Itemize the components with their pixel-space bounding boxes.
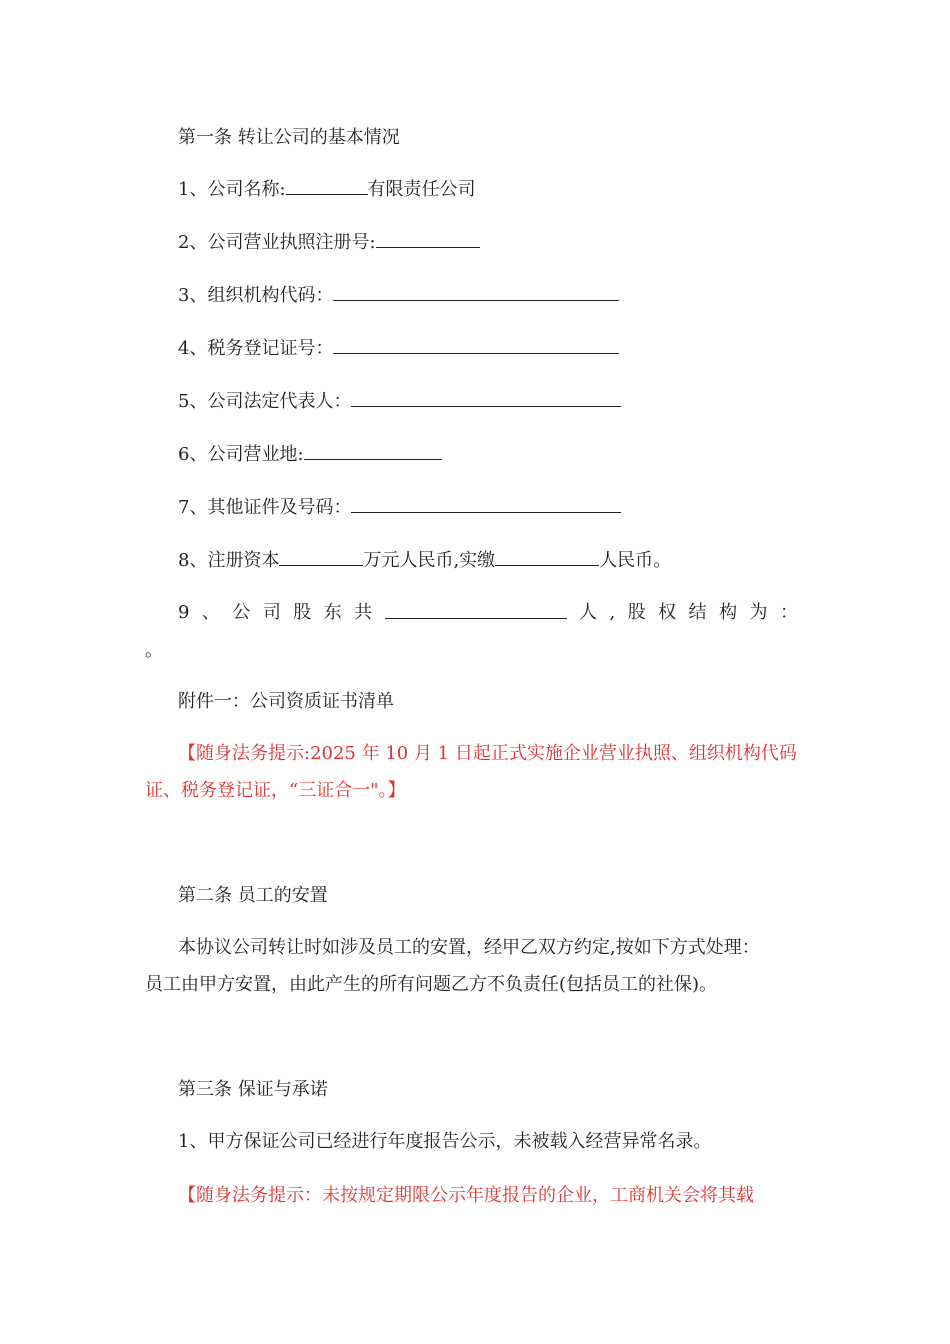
shareholders-char: 9 bbox=[178, 602, 190, 623]
capital-mid: 万元人民币,实缴 bbox=[363, 550, 496, 571]
shareholders-char: 司 bbox=[262, 602, 281, 623]
capital-suffix: 人民币。 bbox=[599, 550, 672, 571]
business-address-label: 6、公司营业地: bbox=[178, 444, 304, 465]
legal-tip-2-line1: 【随身法务提示：未按规定期限公示年度报告的企业，工商机关会将其载 bbox=[178, 1185, 754, 1206]
shareholders-continuation: 。 bbox=[145, 640, 163, 661]
legal-tip-1-line1: 【随身法务提示:2025 年 10 月 1 日起正式实施企业营业执照、组织机构代码 bbox=[178, 743, 797, 764]
shareholders-char: 东 bbox=[323, 602, 342, 623]
registered-capital-blank[interactable] bbox=[279, 547, 363, 566]
article3-heading: 第三条 保证与承诺 bbox=[178, 1079, 328, 1100]
tax-number-label: 4、税务登记证号： bbox=[178, 338, 334, 359]
article2-heading: 第二条 员工的安置 bbox=[178, 885, 328, 906]
shareholders-char: 构 bbox=[719, 602, 738, 623]
legal-rep-label: 5、公司法定代表人： bbox=[178, 391, 352, 412]
shareholders-char: 共 bbox=[354, 602, 373, 623]
legal-rep-blank[interactable] bbox=[351, 388, 621, 407]
shareholders-char: 权 bbox=[658, 602, 677, 623]
shareholders-char: 、 bbox=[201, 602, 220, 623]
company-name-line bbox=[178, 176, 476, 203]
attachment-line: 附件一：公司资质证书清单 bbox=[178, 691, 394, 712]
shareholders-char: 为 bbox=[749, 602, 768, 623]
business-address-line bbox=[178, 441, 442, 468]
org-code-blank[interactable] bbox=[333, 282, 619, 301]
org-code-label: 3、组织机构代码： bbox=[178, 285, 334, 306]
company-name-label: 1、公司名称: bbox=[178, 179, 286, 200]
tax-number-line bbox=[178, 335, 619, 362]
paid-capital-blank[interactable] bbox=[495, 547, 599, 566]
license-number-blank[interactable] bbox=[376, 229, 480, 248]
tax-number-blank[interactable] bbox=[333, 335, 619, 354]
other-docs-line bbox=[178, 494, 621, 521]
shareholders-char: , bbox=[609, 602, 616, 623]
other-docs-blank[interactable] bbox=[351, 494, 621, 513]
article2-para-line2: 员工由甲方安置，由此产生的所有问题乙方不负责任(包括员工的社保)。 bbox=[145, 974, 718, 995]
legal-rep-line bbox=[178, 388, 621, 415]
shareholders-char: 结 bbox=[688, 602, 707, 623]
shareholders-char: 股 bbox=[627, 602, 646, 623]
shareholders-char: ： bbox=[779, 602, 798, 623]
capital-label: 8、注册资本 bbox=[178, 550, 280, 571]
legal-tip-1-line2: 证、税务登记证，“三证合一"。】 bbox=[145, 780, 406, 801]
shareholder-count-blank[interactable] bbox=[385, 600, 567, 619]
license-number-line bbox=[178, 229, 480, 256]
article1-heading: 第一条 转让公司的基本情况 bbox=[178, 127, 400, 148]
license-number-label: 2、公司营业执照注册号: bbox=[178, 232, 376, 253]
shareholders-char: 人 bbox=[579, 602, 598, 623]
shareholders-char: 股 bbox=[293, 602, 312, 623]
other-docs-label: 7、其他证件及号码： bbox=[178, 497, 352, 518]
article2-para-line1: 本协议公司转让时如涉及员工的安置，经甲乙双方约定,按如下方式处理： bbox=[178, 937, 760, 958]
company-name-blank[interactable] bbox=[286, 176, 368, 195]
article3-item1: 1、甲方保证公司已经进行年度报告公示，未被载入经营异常名录。 bbox=[178, 1131, 712, 1152]
shareholders-line bbox=[178, 600, 798, 626]
capital-line bbox=[178, 547, 671, 574]
business-address-blank[interactable] bbox=[304, 441, 442, 460]
company-name-suffix: 有限责任公司 bbox=[367, 179, 476, 200]
org-code-line bbox=[178, 282, 619, 309]
shareholders-char: 公 bbox=[232, 602, 251, 623]
